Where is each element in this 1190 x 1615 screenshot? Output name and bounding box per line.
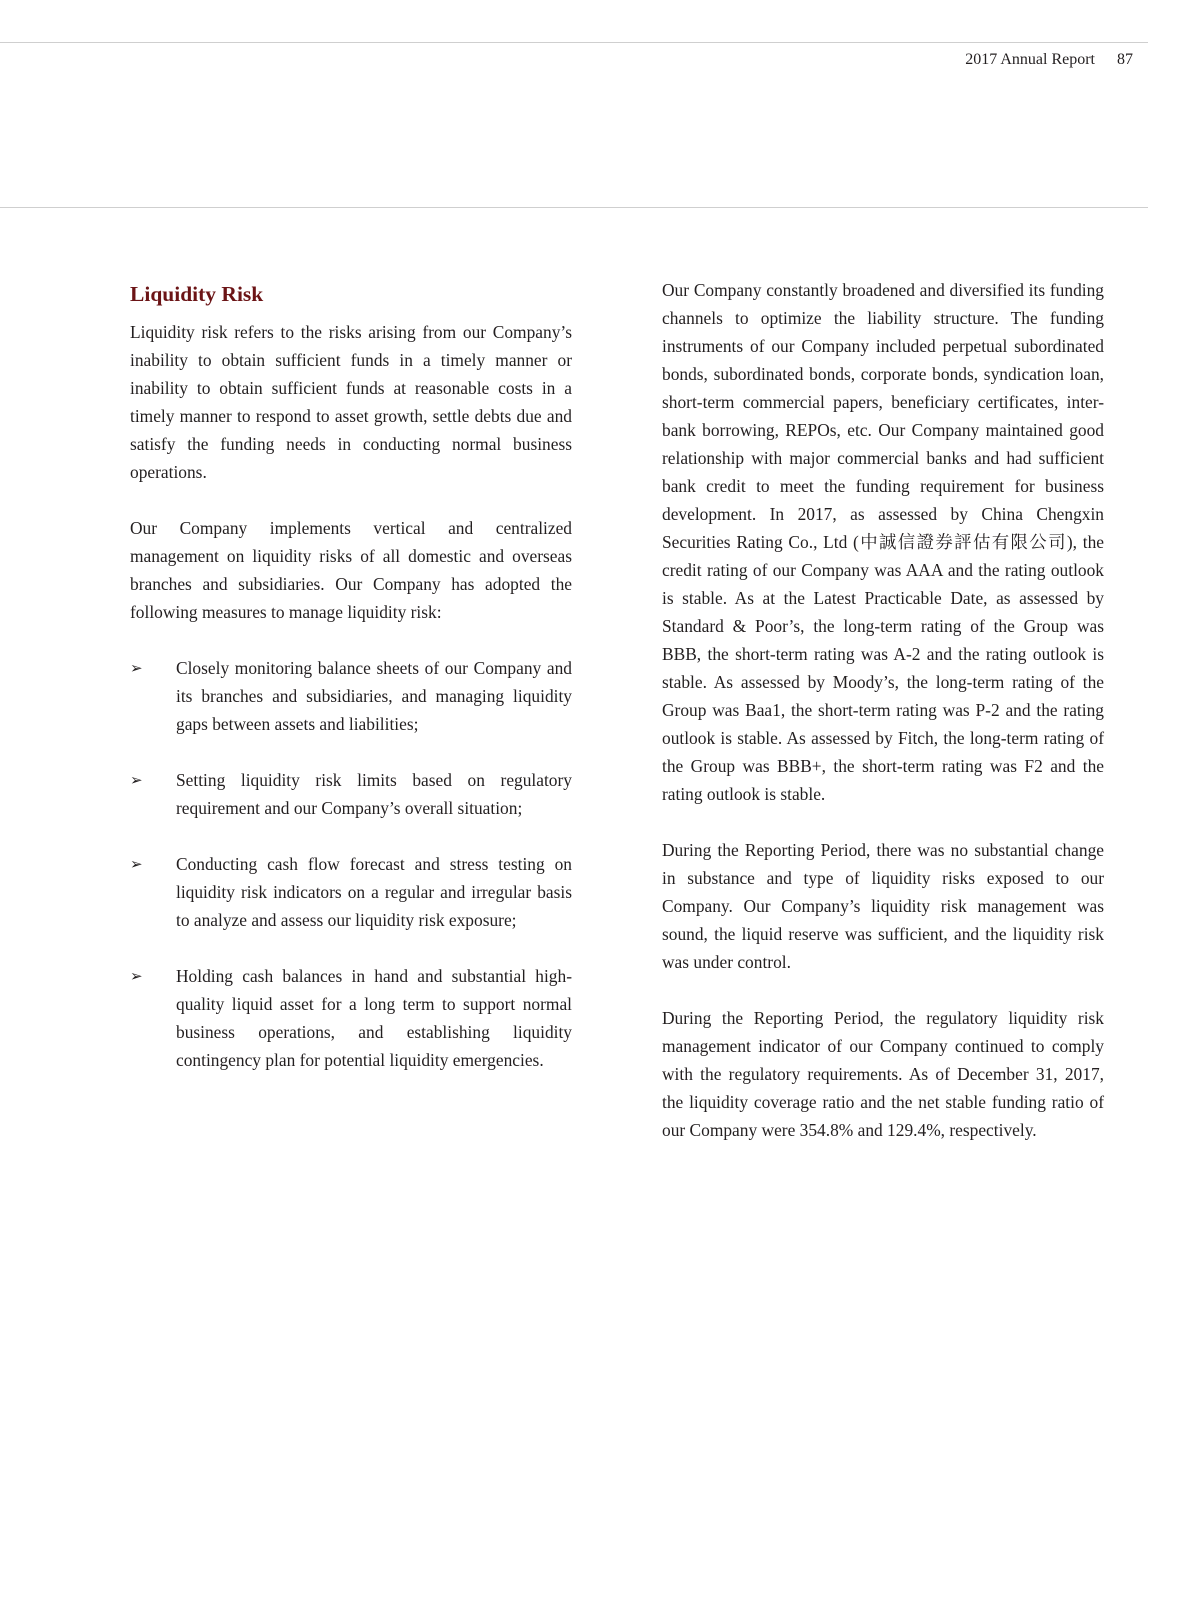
paragraph-funding-channels: Our Company constantly broadened and diversified its funding channels to optimize the liability structure. The funding instruments of our Company included perpetual subordinated bonds, subordinated bonds, corporate bonds, syndication loan, short-term commercial papers, beneficiary certificates, inter-bank borrowing, REPOs, etc. Our Company maintained good relationship with major commercial banks and had sufficient bank credit to meet the funding requirement for business development. In 2017, as assessed by China Chengxin Securities Rating Co., Ltd (中誠信證券評估有限公司), the credit rating of our Company was AAA and the rating outlook is stable. As at the Latest Practicable Date, as assessed by Standard & Poor’s, the long-term rating of the Group was BBB, the short-term rating was A-2 and the rating outlook is stable. As assessed by Moody’s, the long-term rating of the Group was Baa1, the short-term rating was P-2 and the rating outlook is stable. As assessed by Fitch, the long-term rating of the Group was BBB+, the short-term rating was F2 and the rating outlook is stable. bbox=[662, 280, 1104, 804]
arrow-bullet-icon: ➢ bbox=[130, 967, 143, 985]
list-item bbox=[130, 766, 572, 822]
list-item-text: Closely monitoring balance sheets of our Company and its branches and subsidiaries, and managing liquidity gaps between assets and liabilities; bbox=[176, 658, 572, 734]
left-column bbox=[130, 276, 572, 1102]
paragraph-risk-status: During the Reporting Period, there was no substantial change in substance and type of liquidity risks exposed to our Company. Our Company’s liquidity risk management was sound, the liquid reserve was sufficient, and the liquidity risk was under control. bbox=[662, 840, 1104, 972]
paragraph-measures-intro: Our Company implements vertical and centralized management on liquidity risks of all domestic and overseas branches and subsidiaries. Our Company has adopted the following measures to manage liquidity risk: bbox=[130, 518, 572, 622]
list-item-text: Conducting cash flow forecast and stress testing on liquidity risk indicators on a regular and irregular basis to analyze and assess our liquidity risk exposure; bbox=[176, 854, 572, 930]
measures-list bbox=[130, 654, 572, 1074]
header-bottom-rule bbox=[0, 207, 1148, 208]
header-top-rule bbox=[0, 42, 1148, 43]
list-item bbox=[130, 850, 572, 934]
running-header bbox=[965, 51, 1133, 69]
right-column bbox=[662, 276, 1104, 1172]
report-title: 2017 Annual Report bbox=[965, 51, 1095, 68]
page-number: 87 bbox=[1117, 51, 1133, 68]
section-heading: Liquidity Risk bbox=[130, 282, 264, 306]
list-item-text: Holding cash balances in hand and substantial high-quality liquid asset for a long term to support normal business operations, and establishing liquidity contingency plan for potential liquidity emergencies. bbox=[176, 966, 572, 1070]
arrow-bullet-icon: ➢ bbox=[130, 771, 143, 789]
paragraph-definition: Liquidity risk refers to the risks arising from our Company’s inability to obtain sufficient funds in a timely manner or inability to obtain sufficient funds at reasonable costs in a timely manner to respond to asset growth, settle debts due and satisfy the funding needs in conducting normal business operations. bbox=[130, 322, 572, 482]
paragraph-regulatory-indicators: During the Reporting Period, the regulatory liquidity risk management indicator of our Company continued to comply with the regulatory requirements. As of December 31, 2017, the liquidity coverage ratio and the net stable funding ratio of our Company were 354.8% and 129.4%, respectively. bbox=[662, 1008, 1104, 1140]
list-item-text: Setting liquidity risk limits based on regulatory requirement and our Company’s overall situation; bbox=[176, 770, 572, 818]
arrow-bullet-icon: ➢ bbox=[130, 855, 143, 873]
list-item bbox=[130, 654, 572, 738]
arrow-bullet-icon: ➢ bbox=[130, 659, 143, 677]
list-item bbox=[130, 962, 572, 1074]
